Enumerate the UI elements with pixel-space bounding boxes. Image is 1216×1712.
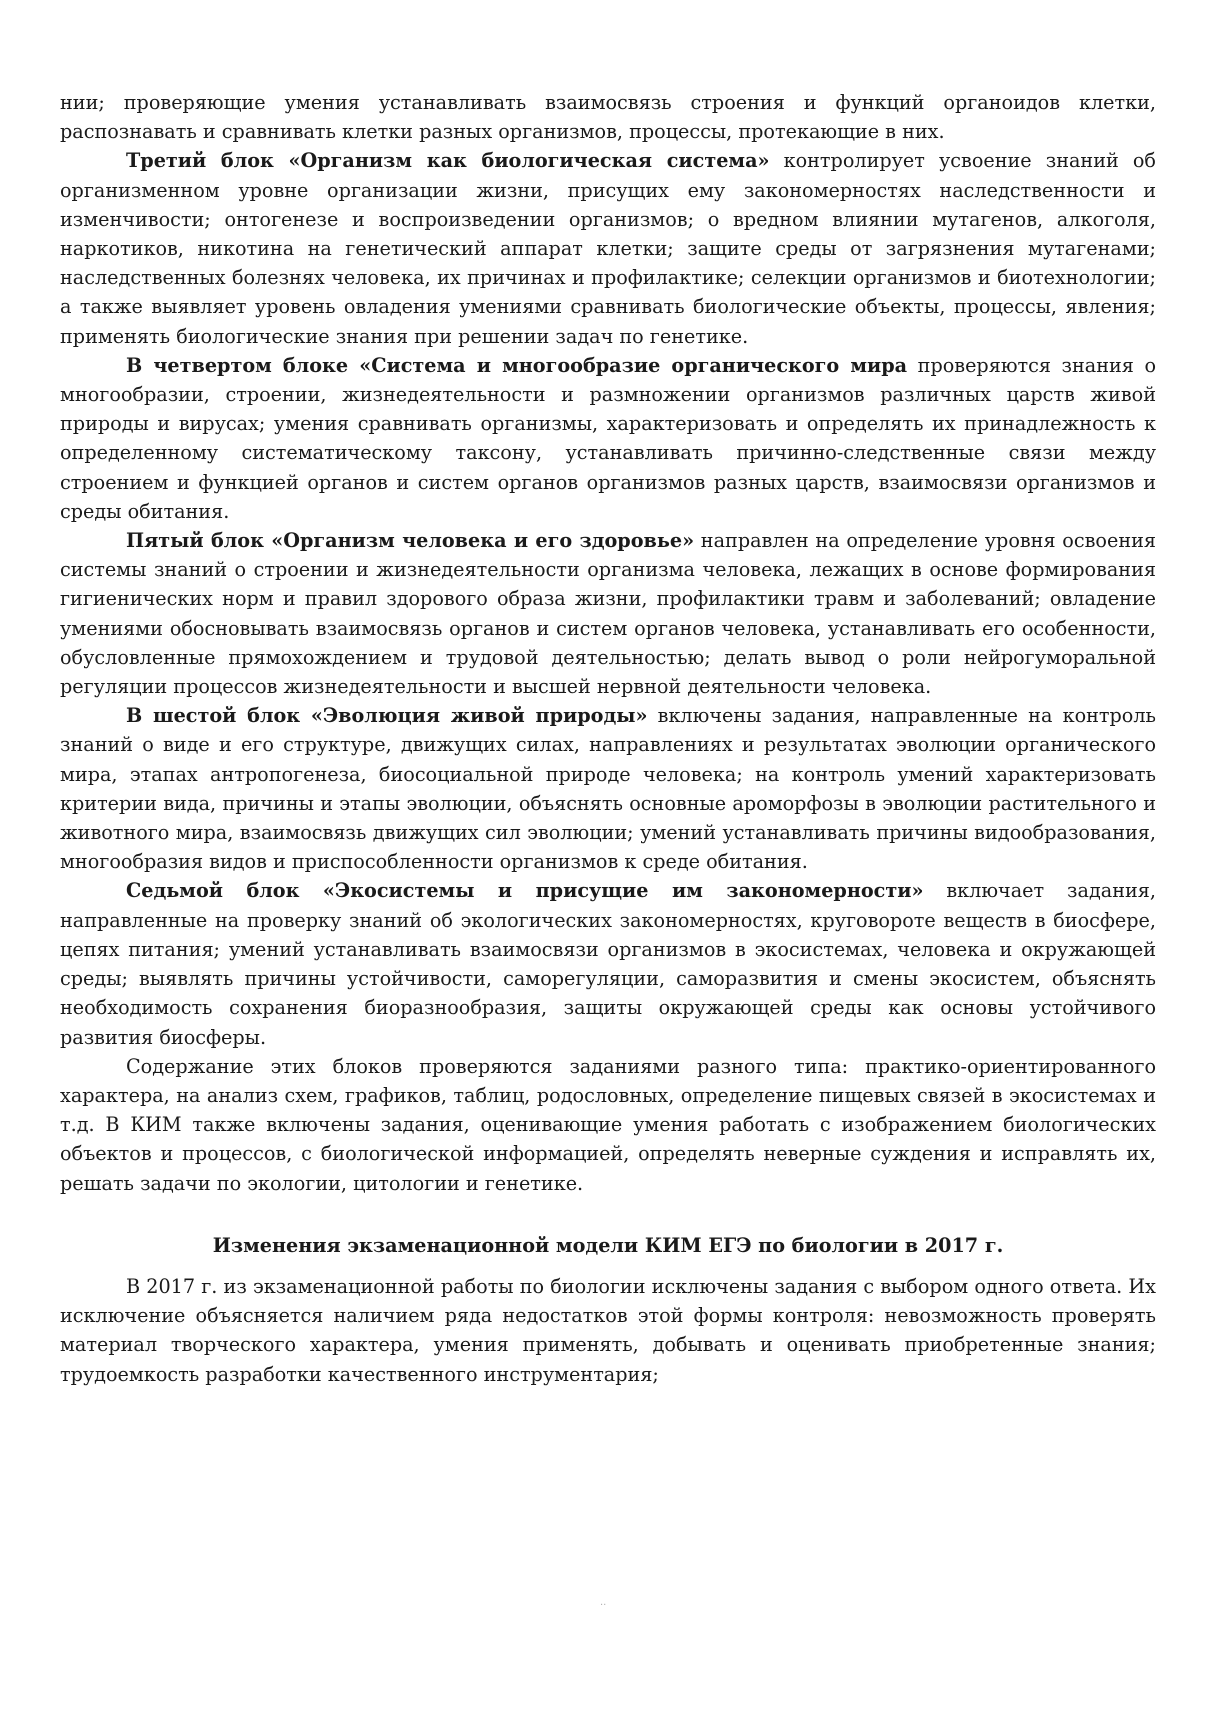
- paragraph-seventh-block: [60, 876, 1156, 1051]
- paragraph-changes-2017: [60, 1272, 1156, 1389]
- paragraph-fifth-block: [60, 526, 1156, 701]
- paragraph-sixth-block: [60, 701, 1156, 876]
- paragraph-text: нии; проверяющие умения устанавливать взаимосвязь строения и функций органоидов клетки, распознавать и сравнивать клетки разных организмов, процессы, протекающие в них.: [60, 91, 1156, 144]
- paragraph-text: включены задания, направленные на контроль знаний о виде и его структуре, движущих силах, направлениях и результатах эволюции органического мира, этапах антропогенеза, биосоциальной природе человека; на контроль умений характеризовать критерии вида, причины и этапы эволюции, объяснять основные ароморфозы в эволюции растительного и животного мира, взаимосвязь движущих сил эволюции; умений устанавливать причины видообразования, многообразия видов и приспособленности организмов к среде обитания.: [60, 704, 1156, 874]
- paragraph-text: направлен на определение уровня освоения системы знаний о строении и жизнедеятельности организма человека, лежащих в основе формирования гигиенических норм и правил здорового образа жизни, профилактики травм и заболеваний; овладение умениями обосновывать взаимосвязь органов и систем органов человека, устанавливать его особенности, обусловленные прямохождением и трудовой деятельностью; делать вывод о роли нейрогуморальной регуляции процессов жизнедеятельности и высшей нервной деятельности человека.: [60, 529, 1156, 699]
- paragraph-third-block: [60, 146, 1156, 350]
- section-spacer: [60, 1260, 1156, 1272]
- scan-artifact: ··: [600, 1600, 607, 1611]
- paragraph-content-summary: [60, 1052, 1156, 1198]
- paragraph-lead: Пятый блок «Организм человека и его здоровье»: [126, 529, 695, 553]
- section-heading: Изменения экзаменационной модели КИМ ЕГЭ по биологии в 2017 г.: [212, 1233, 1004, 1257]
- paragraph-lead: В четвертом блоке «Система и многообразие органического мира: [126, 353, 908, 377]
- paragraph-text: В 2017 г. из экзаменационной работы по биологии исключены задания с выбором одного ответа. Их исключение объясняется наличием ряда недостатков этой формы контроля: невозможность проверять материал творческого характера, умения применять, добывать и оценивать приобретенные знания; трудоемкость разработки качественного инструментария;: [60, 1274, 1156, 1386]
- paragraph-text: включает задания, направленные на проверку знаний об экологических закономерностях, круговороте веществ в биосфере, цепях питания; умений устанавливать взаимосвязи организмов в экосистемах, человека и окружающей среды; выявлять причины устойчивости, саморегуляции, саморазвития и смены экосистем, объяснять необходимость сохранения биоразнообразия, защиты окружающей среды как основы устойчивого развития биосферы.: [60, 879, 1156, 1049]
- paragraph-lead: В шестой блок «Эволюция живой природы»: [126, 704, 648, 728]
- paragraph-lead: Седьмой блок «Экосистемы и присущие им закономерности»: [126, 879, 924, 903]
- document-page: [60, 88, 1156, 1389]
- paragraph-fourth-block: [60, 351, 1156, 526]
- paragraph-text: контролирует усвоение знаний об организменном уровне организации жизни, присущих ему закономерностях наследственности и изменчивости; онтогенезе и воспроизведении организмов; о вредном влиянии мутагенов, алкоголя, наркотиков, никотина на генетический аппарат клетки; защите среды от загрязнения мутагенами; наследственных болезнях человека, их причинах и профилактике; селекции организмов и биотехнологии; а также выявляет уровень овладения умениями сравнивать биологические объекты, процессы, явления; применять биологические знания при решении задач по генетике.: [60, 149, 1156, 348]
- paragraph-lead: Третий блок «Организм как биологическая система»: [126, 149, 770, 173]
- paragraph-text: проверяются знания о многообразии, строении, жизнедеятельности и размножении организмов различных царств живой природы и вирусах; умения сравнивать организмы, характеризовать и определять их принадлежность к определенному систематическому таксону, устанавливать причинно-следственные связи между строением и функцией органов и систем органов организмов разных царств, взаимосвязи организмов и среды обитания.: [60, 353, 1157, 523]
- paragraph-text: Содержание этих блоков проверяются заданиями разного типа: практико-ориентированного характера, на анализ схем, графиков, таблиц, родословных, определение пищевых связей в экосистемах и т.д. В КИМ также включены задания, оценивающие умения работать с изображением биологических объектов и процессов, с биологической информацией, определять неверные суждения и исправлять их, решать задачи по экологии, цитологии и генетике.: [60, 1054, 1156, 1195]
- section-spacer: [60, 1198, 1156, 1231]
- paragraph-continuation: [60, 88, 1156, 146]
